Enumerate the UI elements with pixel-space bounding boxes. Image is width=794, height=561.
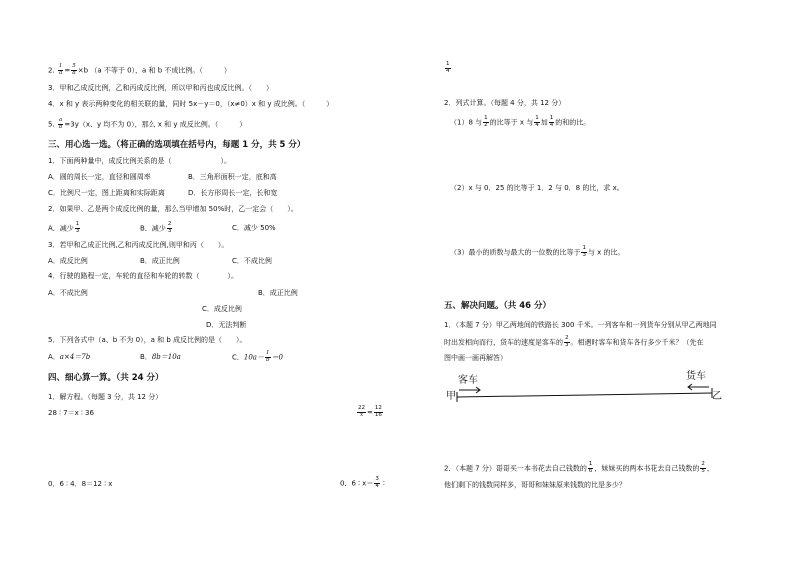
diagram-label-passenger: 客车 <box>458 375 478 386</box>
fraction: $\frac{3}{4}$ <box>375 476 379 489</box>
choice-q3: 3．若甲和乙成正比例,乙和丙成反比例,则甲和丙（ ）。 <box>48 241 229 249</box>
choice-q3-c: C．不成比例 <box>232 257 272 265</box>
choice-q5-a: A．a×4＝7b <box>48 353 91 361</box>
problem-1-line-3: 图中画一画再解答） <box>444 354 507 362</box>
equation-3: 0．6 ∶ 4．8＝12 ∶ x <box>48 480 113 488</box>
judge-q4: 4．x 和 y 表示两种变化的相关联的量，同时 5x－y＝0，（x≠0）x 和 y 成比例。（ ） <box>48 100 334 108</box>
diagram-end-jia: 甲 <box>446 391 456 402</box>
judge-q5: 5. $\frac{a}{8}$ =3y（x、y 均不为 0），那么 x 和 y 成反比例。（ ） <box>48 117 247 130</box>
expr-calc-2: （2）x 与 0．25 的比等于 1．2 与 0．8 的比，求 x。 <box>450 184 624 192</box>
fraction: $\frac{2}{5}$ <box>701 461 705 474</box>
fraction: $\frac{1}{2}$ <box>484 115 488 128</box>
choice-q4-a: A．不成比例 <box>48 289 88 297</box>
choice-q1-b: B．三角形面积一定，底和高 <box>188 173 277 181</box>
equation-2: $\frac{22}{x}$ = $\frac{12}{16}$ <box>358 405 382 418</box>
section-4-title: 四、细心算一算。（共 24 分） <box>48 373 164 383</box>
fraction: $\frac{1}{4}$ <box>535 115 539 128</box>
choice-q5-b: B．8b＝10a <box>140 353 181 361</box>
choice-q2: 2．如果甲、乙是两个成反比例的量，那么当甲增加 50%时，乙一定会（ ）。 <box>48 205 298 213</box>
choice-q2-a: A．减少 $\frac{1}{3}$ <box>48 221 80 234</box>
expr-calc-1: （1）8 与 $\frac{1}{2}$ 的比等于 x 与 $\frac{1}{4}$ 加 $\frac{1}{4}$ 的和的比。 <box>450 115 591 128</box>
choice-q4-b: B．成正比例 <box>258 289 298 297</box>
fraction: $\frac{a}{8}$ <box>58 117 63 130</box>
choice-q5-c: C．10a－ $\frac{1}{b}$ ＝0 <box>232 350 283 363</box>
carryover-fraction <box>444 62 452 75</box>
problem-2-line-2: 他们剩下的钱数同样多，哥哥和妹妹原来钱数的比是多少？ <box>444 481 626 489</box>
fraction: $\frac{1}{a}$ <box>58 63 63 76</box>
choice-q1-a: A．圆的周长一定，直径和圆周率 <box>48 173 151 181</box>
diagram-end-yi: 乙 <box>712 391 722 402</box>
problem-2-line-1: 2．（本题 7 分）哥哥买一本书花去自己钱数的 $\frac{1}{6}$ ，妹妹买的两本书花去自己钱数的 $\frac{2}{5}$ ， <box>444 461 714 474</box>
fraction: $\frac{22}{x}$ <box>358 405 365 418</box>
choice-q3-a: A．成反比例 <box>48 257 88 265</box>
fraction: $\frac{5}{8}$ <box>72 63 76 76</box>
choice-q3-b: B．成正比例 <box>140 257 180 265</box>
problem-1-line-2: 时出发相向而行，货车的速度是客车的 $\frac{2}{3}$ 。相遇时客车和货车各行多少千米？（先在 <box>444 335 704 348</box>
choice-q4: 4．行驶的路程一定，车轮的直径和车轮的转数（ ）。 <box>48 272 238 280</box>
section-3-title: 三、用心选一选。（将正确的选项填在括号内，每题 1 分，共 5 分） <box>48 140 306 150</box>
fraction: $\frac{2}{3}$ <box>565 335 569 348</box>
calc-subtitle-1: 1．解方程。（每题 3 分，共 12 分） <box>48 393 163 401</box>
choice-q4-d: D．无法判断 <box>206 321 247 329</box>
choice-q2-b: B．减少 $\frac{2}{3}$ <box>140 221 172 234</box>
problem-1-line-1: 1．（本题 7 分）甲乙两地间的铁路长 300 千米。一列客车和一列货车分别从甲乙两地同 <box>444 321 717 329</box>
fraction: $\frac{1}{3}$ <box>582 245 586 258</box>
choice-q2-c: C．减少 50% <box>232 224 276 232</box>
section-5-title: 五、解决问题。（共 46 分） <box>444 301 551 311</box>
fraction: $\frac{1}{6}$ <box>588 461 593 474</box>
expr-calc-3: （3）最小的质数与最大的一位数的比等于 $\frac{1}{3}$ 与 x 的比。 <box>450 245 625 258</box>
fraction: $\frac{12}{16}$ <box>374 405 382 418</box>
choice-q1-c: C．比例尺一定，图上距离和实际距离 <box>48 189 165 197</box>
equation-4: 0．6 ∶ x＝ $\frac{3}{4}$ ∶ <box>340 476 385 489</box>
fraction: $\frac{1}{4}$ <box>446 61 450 74</box>
choice-q5: 5．下列各式中（a、b 不为 0），a 和 b 成反比例的是（ ）。 <box>48 336 247 344</box>
fraction: $\frac{2}{3}$ <box>167 221 172 234</box>
diagram-label-freight: 货车 <box>686 371 706 382</box>
choice-q1: 1．下面两种量中，成反比例关系的是（ ）。 <box>48 157 231 165</box>
fraction: $\frac{1}{b}$ <box>265 350 270 363</box>
judge-q2: 2. $\frac{1}{a}$ = $\frac{5}{8}$ ×b （a 不等于 0），a 和 b 不成比例。（ ） <box>48 63 231 76</box>
route-diagram <box>450 380 720 410</box>
judge-q3: 3．甲和乙成反比例，乙和丙成反比例，所以甲和丙也成反比例。（ ） <box>48 84 273 92</box>
calc-subtitle-2: 2．列式计算。（每题 4 分，共 12 分） <box>444 99 566 107</box>
fraction: $\frac{1}{4}$ <box>549 115 554 128</box>
equation-1: 28 ∶ 7＝x ∶ 36 <box>48 409 94 417</box>
fraction: $\frac{1}{3}$ <box>75 221 80 234</box>
choice-q1-d: D．长方形周长一定，长和宽 <box>188 189 278 197</box>
route-line <box>457 393 712 397</box>
choice-q4-c: C．成反比例 <box>202 305 242 313</box>
